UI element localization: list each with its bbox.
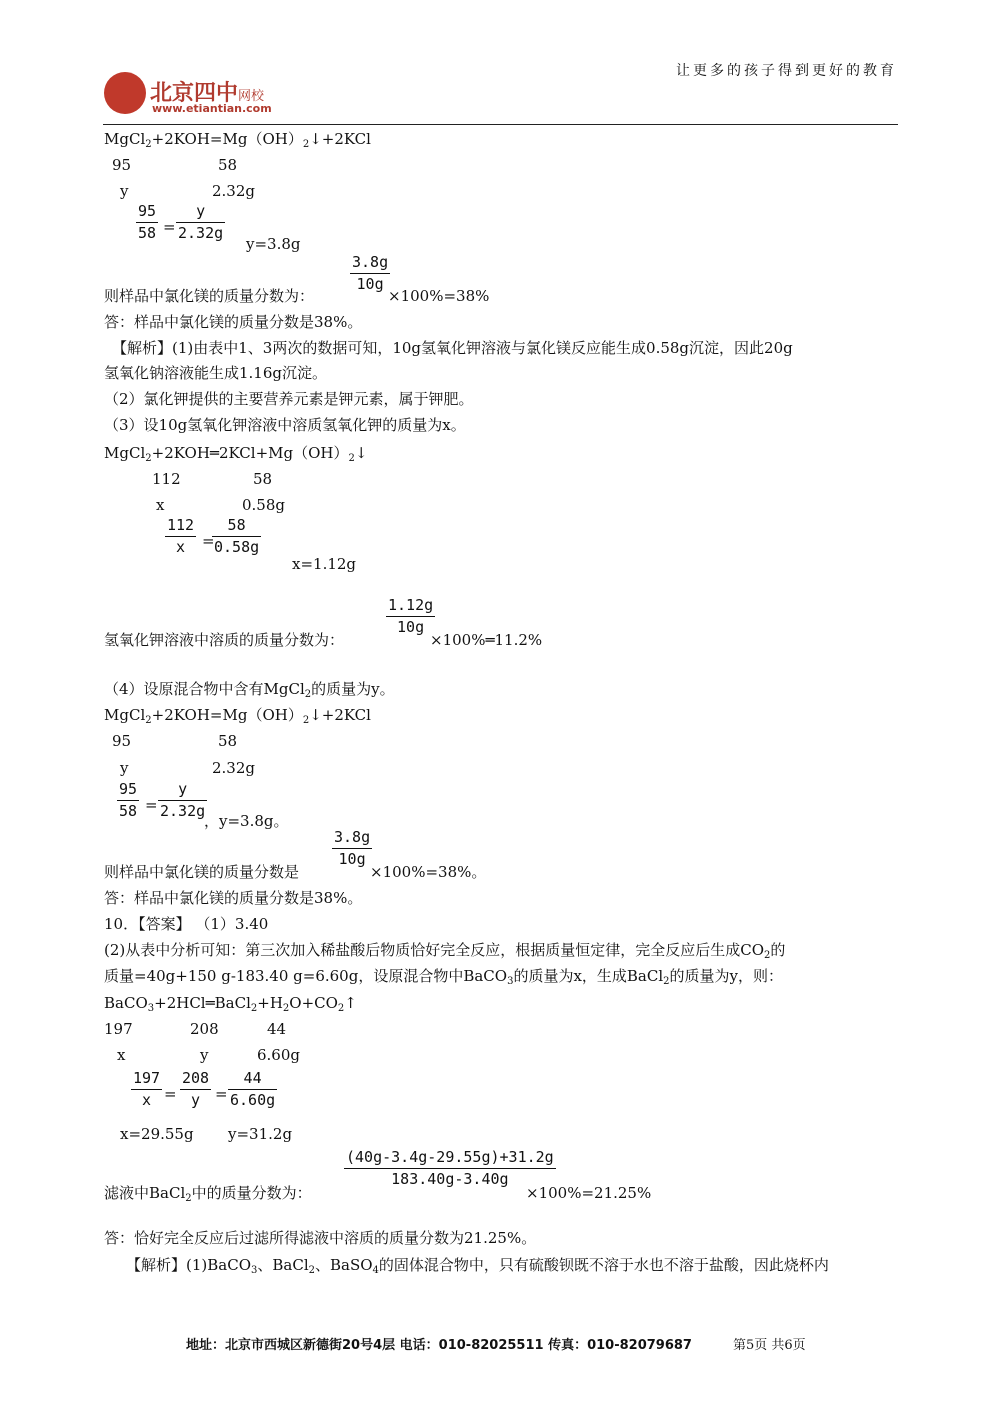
calc-text: 58 xyxy=(218,156,238,174)
logo-suffix: 网校 xyxy=(238,89,265,104)
fraction xyxy=(332,830,372,867)
text-line: ×100%═11.2% xyxy=(430,631,543,649)
text-line: （3）设10g氢氧化钾溶液中溶质氢氧化钾的质量为x。 xyxy=(104,416,466,434)
fraction-bar xyxy=(165,536,196,537)
fraction-bar xyxy=(180,1089,211,1090)
calc-text: y xyxy=(120,759,129,777)
fraction xyxy=(176,204,225,241)
fraction-bar xyxy=(131,1089,162,1090)
denominator: 10g xyxy=(338,850,366,868)
fraction xyxy=(386,598,435,635)
fraction xyxy=(228,1071,277,1108)
fraction-bar xyxy=(228,1089,277,1090)
text-line: 质量=40g+150 g-183.40 g=6.60g，设原混合物中BaCO$_3$的质量为x，生成BaCl$_2$的质量为y，则： xyxy=(104,967,783,987)
fraction xyxy=(180,1071,211,1108)
numerator: 95 xyxy=(138,202,157,220)
logo-name-text: 北京四中 xyxy=(150,80,239,106)
denominator: 183.40g-3.40g xyxy=(391,1170,509,1188)
calc-text: y xyxy=(120,182,129,200)
numerator: 1.12g xyxy=(388,596,434,614)
calc-text: 2.32g xyxy=(212,182,256,200)
calc-text: y=3.8g xyxy=(246,235,301,253)
denominator: 2.32g xyxy=(178,224,224,242)
calc-text: 95 xyxy=(112,156,132,174)
denominator: x xyxy=(142,1091,152,1109)
text-line: 答：恰好完全反应后过滤所得滤液中溶质的质量分数为21.25%。 xyxy=(104,1229,537,1247)
text-line: 【解析】(1)由表中1、3两次的数据可知，10g氢氧化钾溶液与氯化镁反应能生成0.58g沉淀，因此20g xyxy=(112,339,793,357)
calc-text: 208 xyxy=(190,1020,219,1038)
fraction xyxy=(117,782,139,819)
calc-text: 95 xyxy=(112,732,132,750)
text-line: （2）氯化钾提供的主要营养元素是钾元素，属于钾肥。 xyxy=(104,390,474,408)
equation-line: $BaCO_3+2HCl═BaCl_2+H_2O+CO_2↑$ xyxy=(104,994,357,1014)
denominator: 58 xyxy=(119,802,138,820)
calc-text: 58 xyxy=(218,732,238,750)
fraction-bar xyxy=(158,800,207,801)
equals-sign: = xyxy=(215,1085,228,1103)
calc-text: 58 xyxy=(253,470,273,488)
calc-text: 44 xyxy=(267,1020,287,1038)
denominator: 6.60g xyxy=(230,1091,276,1109)
calc-text: x xyxy=(117,1046,126,1064)
fraction-bar xyxy=(344,1168,556,1169)
text-line: (2)从表中分析可知：第三次加入稀盐酸后物质恰好完全反应，根据质量恒定律，完全反应后生成$CO_2$的 xyxy=(104,941,786,961)
numerator: 3.8g xyxy=(352,253,389,271)
fraction-bar xyxy=(332,848,372,849)
denominator: 2.32g xyxy=(160,802,206,820)
denominator: 10g xyxy=(397,618,425,636)
numerator: 208 xyxy=(182,1069,210,1087)
denominator: 58 xyxy=(138,224,157,242)
fraction-bar xyxy=(350,273,390,274)
equals-sign: = xyxy=(164,1085,177,1103)
fraction-bar xyxy=(386,616,435,617)
equals-sign: = xyxy=(145,796,158,814)
calc-text: 197 xyxy=(104,1020,133,1038)
calc-text: y=31.2g xyxy=(228,1125,293,1143)
numerator: 58 xyxy=(227,516,246,534)
calc-text: 0.58g xyxy=(242,496,286,514)
calc-text: x xyxy=(156,496,165,514)
fraction xyxy=(350,255,390,292)
numerator: 44 xyxy=(243,1069,262,1087)
calc-text: x=29.55g xyxy=(120,1125,194,1143)
fraction-bar xyxy=(212,536,261,537)
text-line: 则样品中氯化镁的质量分数是 xyxy=(104,863,300,881)
fraction xyxy=(158,782,207,819)
equation-line: $MgCl_2+2KOH═2KCl+Mg(OH)_2↓$ xyxy=(104,444,368,464)
fraction xyxy=(344,1150,556,1187)
text-line: （4）设原混合物中含有MgCl$_2$的质量为y。 xyxy=(104,680,395,700)
text-line: ×100%=38%。 xyxy=(370,863,487,881)
equals-sign: = xyxy=(202,532,215,550)
numerator: y xyxy=(178,780,188,798)
fraction xyxy=(165,518,196,555)
text-line: 氢氧化钾溶液中溶质的质量分数为： xyxy=(104,631,345,649)
numerator: (40g-3.4g-29.55g)+31.2g xyxy=(346,1148,554,1166)
numerator: 3.8g xyxy=(334,828,371,846)
logo-url: www.etiantian.com xyxy=(152,102,272,115)
text-line: 【解析】(1)BaCO$_3$、BaCl$_2$、BaSO$_4$的固体混合物中，只有硫酸钡既不溶于水也不溶于盐酸，因此烧杯内 xyxy=(126,1256,829,1276)
denominator: 10g xyxy=(356,275,384,293)
fraction xyxy=(136,204,158,241)
logo-icon xyxy=(104,72,146,114)
denominator: x xyxy=(176,538,186,556)
fraction-bar xyxy=(117,800,139,801)
fraction-bar xyxy=(176,222,225,223)
calc-text: 2.32g xyxy=(212,759,256,777)
denominator: y xyxy=(191,1091,201,1109)
equals-sign: = xyxy=(163,218,176,236)
text-line: 答：样品中氯化镁的质量分数是38%。 xyxy=(104,889,363,907)
text-line: ×100%=38% xyxy=(388,287,490,305)
header-rule xyxy=(103,124,898,125)
fraction xyxy=(131,1071,162,1108)
text-line: 氢氧化钠溶液能生成1.16g沉淀。 xyxy=(104,364,328,382)
header-slogan: 让更多的孩子得到更好的教育 xyxy=(676,63,897,79)
equation-line: $MgCl_2+2KOH=Mg(OH)_2↓+2KCl$ xyxy=(104,130,371,150)
calc-text: 6.60g xyxy=(257,1046,301,1064)
numerator: 95 xyxy=(119,780,138,798)
equation-line: $MgCl_2+2KOH=Mg(OH)_2↓+2KCl$ xyxy=(104,706,371,726)
denominator: 0.58g xyxy=(214,538,260,556)
calc-text: 112 xyxy=(152,470,181,488)
answer-heading: 10．【答案】 （1）3.40 xyxy=(104,915,269,933)
numerator: y xyxy=(196,202,206,220)
footer-address: 地址：北京市西城区新德街20号4层 电话：010-82025511 传真：010-82079687 xyxy=(186,1338,692,1353)
fraction xyxy=(212,518,261,555)
text-line: 则样品中氯化镁的质量分数为： xyxy=(104,287,315,305)
text-line: 滤液中BaCl$_2$中的质量分数为： xyxy=(104,1184,312,1204)
text-line: ×100%=21.25% xyxy=(526,1184,652,1202)
calc-text: y xyxy=(200,1046,209,1064)
numerator: 112 xyxy=(167,516,195,534)
fraction-bar xyxy=(136,222,158,223)
calc-text: ，y=3.8g。 xyxy=(204,812,289,830)
footer-page-number: 第5页 共6页 xyxy=(733,1338,806,1353)
text-line: 答：样品中氯化镁的质量分数是38%。 xyxy=(104,313,363,331)
numerator: 197 xyxy=(133,1069,161,1087)
calc-text: x=1.12g xyxy=(292,555,357,573)
